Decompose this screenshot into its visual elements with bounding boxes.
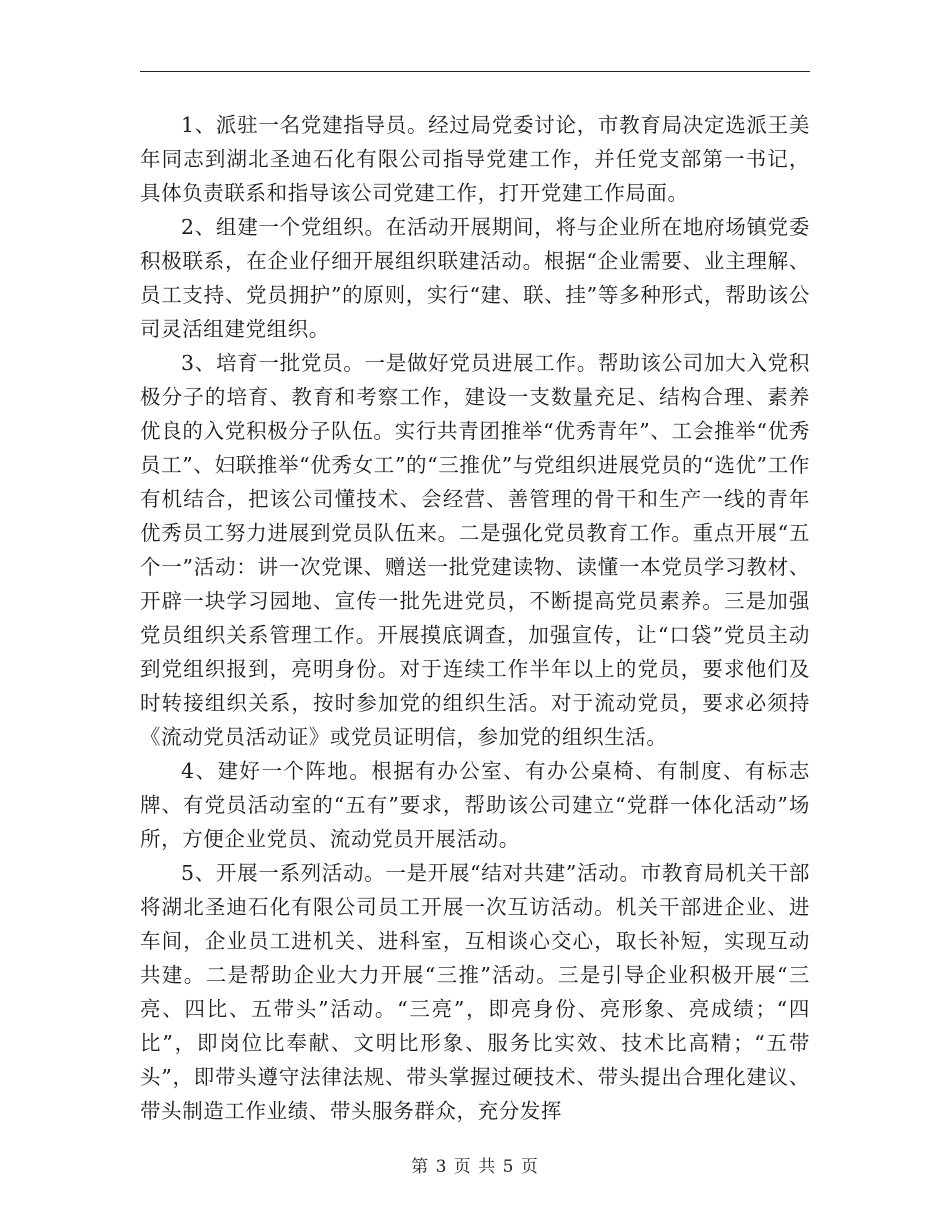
paragraph-3: 3、培育一批党员。一是做好党员进展工作。帮助该公司加大入党积极分子的培育、教育和考察工作，建设一支数量充足、结构合理、素养优良的入党积极分子队伍。实行共青团推举“优秀青年”、工会推举“优秀员工”、妇联推举“优秀女工”的“三推优”与党组织进展党员的“选优”工作有机结合，把该公司懂技术、会经营、善管理的骨干和生产一线的青年优秀员工努力进展到党员队伍来。二是强化党员教育工作。重点开展“五个一”活动：讲一次党课、赠送一批党建读物、读懂一本党员学习教材、开辟一块学习园地、宣传一批先进党员，不断提高党员素养。三是加强党员组织关系管理工作。开展摸底调查，加强宣传，让“口袋”党员主动到党组织报到，亮明身份。对于连续工作半年以上的党员，要求他们及时转接组织关系，按时参加党的组织生活。对于流动党员，要求必须持《流动党员活动证》或党员证明信，参加党的组织生活。	[140, 351, 810, 749]
header-rule	[140, 71, 810, 72]
paragraph-2: 2、组建一个党组织。在活动开展期间，将与企业所在地府场镇党委积极联系，在企业仔细开展组织联建活动。根据“企业需要、业主理解、员工支持、党员拥护”的原则，实行“建、联、挂”等多种形式，帮助该公司灵活组建党组织。	[140, 215, 810, 341]
paragraph-5: 5、开展一系列活动。一是开展“结对共建”活动。市教育局机关干部将湖北圣迪石化有限公司员工开展一次互访活动。机关干部进企业、进车间，企业员工进机关、进科室，互相谈心交心，取长补短，实现互动共建。二是帮助企业大力开展“三推”活动。三是引导企业积极开展“三亮、四比、五带头”活动。“三亮”，即亮身份、亮形象、亮成绩；“四比”，即岗位比奉献、文明比形象、服务比实效、技术比高精；“五带头”，即带头遵守法律法规、带头掌握过硬技术、带头提出合理化建议、带头制造工作业绩、带头服务群众，充分发挥	[140, 861, 810, 1123]
paragraph-4: 4、建好一个阵地。根据有办公室、有办公桌椅、有制度、有标志牌、有党员活动室的“五有”要求，帮助该公司建立“党群一体化活动”场所，方便企业党员、流动党员开展活动。	[140, 759, 810, 851]
paragraph-1: 1、派驻一名党建指导员。经过局党委讨论，市教育局决定选派王美年同志到湖北圣迪石化有限公司指导党建工作，并任党支部第一书记，具体负责联系和指导该公司党建工作，打开党建工作局面。	[140, 113, 810, 205]
page-number-footer: 第 3 页 共 5 页	[411, 1157, 539, 1177]
document-body	[140, 108, 810, 1128]
